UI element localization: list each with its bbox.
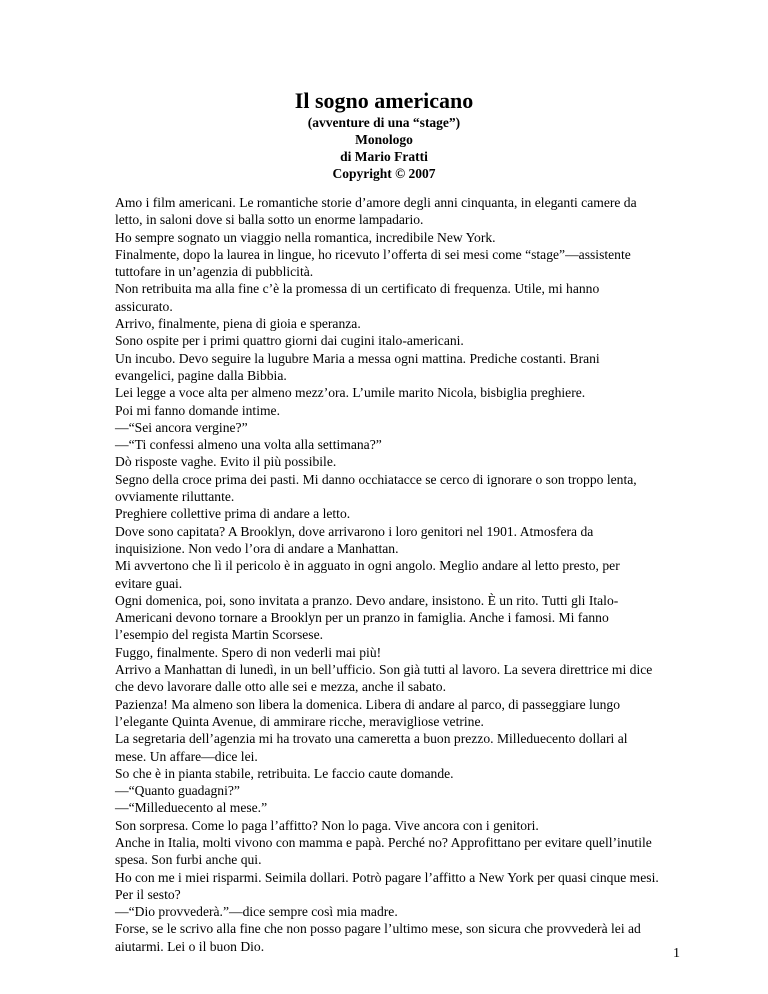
- paragraph: Mi avvertono che lì il pericolo è in agguato in ogni angolo. Meglio andare al letto presto, per evitare guai.: [115, 558, 620, 591]
- paragraph: Preghiere collettive prima di andare a letto.: [115, 506, 351, 522]
- paragraph: Ho con me i miei risparmi. Seimila dollari. Potrò pagare l’affitto a New York per quasi cinque mesi. Per il sesto?: [115, 869, 659, 902]
- paragraph: —“Ti confessi almeno una volta alla settimana?”: [115, 437, 382, 453]
- title-block: [0, 88, 768, 182]
- paragraph: Finalmente, dopo la laurea in lingue, ho ricevuto l’offerta di sei mesi come “stage”—assistente tuttofare in un’agenzia di pubblicità.: [115, 246, 631, 280]
- page-number: 1: [673, 946, 680, 961]
- paragraph: Ho sempre sognato un viaggio nella romantica, incredibile New York.: [115, 229, 496, 245]
- paragraph: Son sorpresa. Come lo paga l’affitto? Non lo paga. Vive ancora con i genitori.: [115, 817, 539, 833]
- paragraph: Segno della croce prima dei pasti. Mi danno occhiatacce se cerco di ignorare o son troppo lenta, ovviamente riluttante.: [115, 471, 637, 505]
- paragraph: La segretaria dell’agenzia mi ha trovato una cameretta a buon prezzo. Milleduecento dollari al mese. Un affare—dice lei.: [115, 731, 628, 764]
- paragraph: Anche in Italia, molti vivono con mamma e papà. Perché no? Approfittano per evitare quell’inutile spesa. Son furbi anche qui.: [115, 834, 652, 868]
- paragraph: Sono ospite per i primi quattro giorni dai cugini italo-americani.: [115, 333, 464, 349]
- paragraph: Ogni domenica, poi, sono invitata a pranzo. Devo andare, insistono. È un rito. Tutti gli Italo-Americani devono tornare a Brooklyn per un pranzo in famiglia. Anche i famosi. Mi fanno l’esempio del regista Martin Scorsese.: [115, 592, 619, 643]
- paragraph: —“Milleduecento al mese.”: [115, 800, 268, 816]
- paragraph: Un incubo. Devo seguire la lugubre Maria a messa ogni mattina. Prediche costanti. Brani evangelici, pagine dalla Bibbia.: [115, 350, 600, 383]
- paragraph: Poi mi fanno domande intime.: [115, 402, 280, 418]
- document-genre: Monologo: [355, 132, 413, 147]
- body-text: [115, 194, 660, 955]
- paragraph: Forse, se le scrivo alla fine che non posso pagare l’ultimo mese, son sicura che provvederà lei ad aiutarmi. Lei o il buon Dio.: [115, 921, 641, 954]
- paragraph: Dove sono capitata? A Brooklyn, dove arrivarono i loro genitori nel 1901. Atmosfera da inquisizione. Non vedo l’ora di andare a Manhattan.: [115, 523, 594, 556]
- document-title: Il sogno americano: [294, 88, 474, 113]
- paragraph: Amo i film americani. Le romantiche storie d’amore degli anni cinquanta, in eleganti camere da letto, in saloni dove si balla sotto un enorme lampadario.: [115, 195, 637, 228]
- paragraph: Lei legge a voce alta per almeno mezz’ora. L’umile marito Nicola, bisbiglia preghiere.: [115, 385, 586, 401]
- paragraph: Arrivo, finalmente, piena di gioia e speranza.: [115, 316, 361, 332]
- document-copyright: Copyright © 2007: [332, 166, 436, 181]
- paragraph: Fuggo, finalmente. Spero di non vederli mai più!: [115, 644, 382, 660]
- paragraph: Arrivo a Manhattan di lunedì, in un bell’ufficio. Son già tutti al lavoro. La severa direttrice mi dice che devo lavorare dalle otto alle sei e mezza, anche il sabato.: [115, 662, 653, 695]
- paragraph: Pazienza! Ma almeno son libera la domenica. Libera di andare al parco, di passeggiare lungo l’elegante Quinta Avenue, di ammirare ricche, meravigliose vetrine.: [115, 696, 621, 729]
- paragraph: Dò risposte vaghe. Evito il più possibile.: [115, 454, 337, 470]
- paragraph: —“Dio provvederà.”—dice sempre così mia madre.: [115, 904, 398, 920]
- paragraph: Non retribuita ma alla fine c’è la promessa di un certificato di frequenza. Utile, mi hanno assicurato.: [115, 281, 600, 314]
- paragraph: —“Quanto guadagni?”: [115, 783, 240, 799]
- paragraph: —“Sei ancora vergine?”: [115, 419, 248, 435]
- document-subtitle: (avventure di una “stage”): [307, 115, 461, 130]
- paragraph: So che è in pianta stabile, retribuita. Le faccio caute domande.: [115, 765, 454, 781]
- document-author: di Mario Fratti: [340, 149, 428, 164]
